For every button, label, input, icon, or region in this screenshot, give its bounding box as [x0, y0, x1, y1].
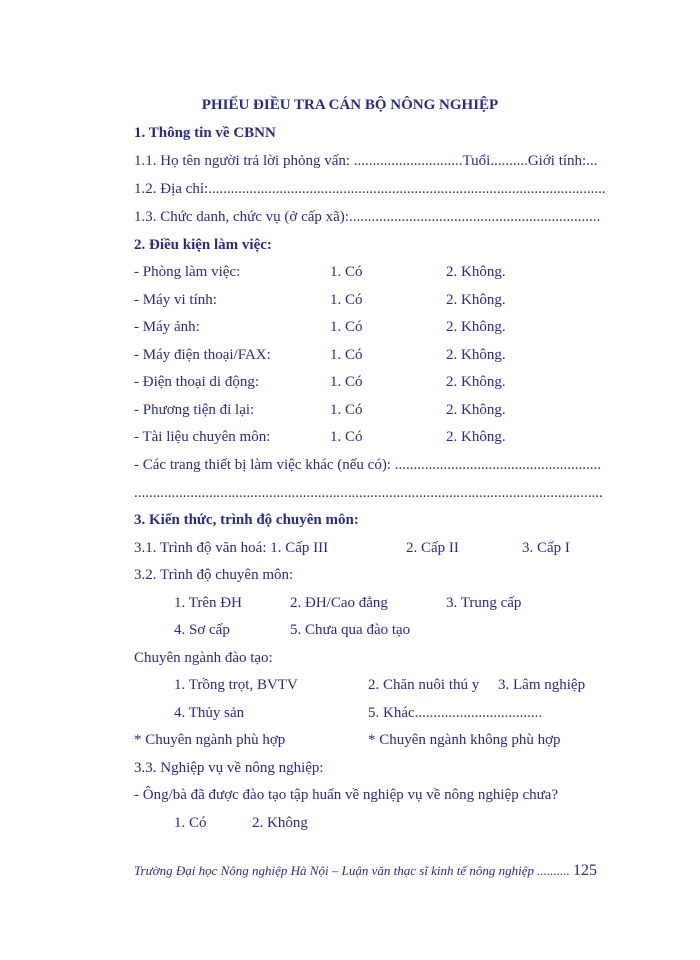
option-yes: 1. Có: [330, 402, 363, 418]
equipment-row: [134, 291, 506, 309]
equipment-row: [134, 263, 506, 281]
q3-2-label: 3.2. Trình độ chuyên môn:: [134, 567, 294, 583]
option-no: 2. Không.: [446, 402, 506, 418]
option-yes: 1. Có: [330, 347, 363, 363]
q1-3-position: 1.3. Chức danh, chức vụ (ở cấp xã):...................................................................: [134, 209, 601, 225]
other-equipment-continued: .............................................................................................................................: [134, 485, 603, 501]
footer-text: Trường Đại học Nông nghiệp Hà Nội – Luận văn thạc sĩ kinh tế nông nghiệp ..........: [134, 863, 570, 878]
section2-heading: 2. Điều kiện làm việc:: [134, 237, 272, 253]
option-yes: 1. Có: [330, 374, 363, 390]
page-number: 125: [573, 862, 598, 879]
specialty-nomatch: * Chuyên ngành không phù hợp: [368, 732, 561, 748]
specialty-match: * Chuyên ngành phù hợp: [134, 732, 286, 748]
qualification-option: 4. Sơ cấp: [174, 622, 230, 638]
equipment-row: [134, 318, 506, 336]
equipment-label: - Phương tiện đi lại:: [134, 402, 255, 418]
q3-3-question: - Ông/bà đã được đào tạo tập huấn về nghiệp vụ về nông nghiệp chưa?: [134, 787, 559, 803]
equipment-label: - Phòng làm việc:: [134, 264, 241, 280]
option-no: 2. Không.: [446, 319, 506, 335]
equipment-label: - Máy vi tính:: [134, 292, 217, 308]
option-yes: 1. Có: [330, 264, 363, 280]
qualification-option: 2. ĐH/Cao đẳng: [290, 595, 388, 611]
equipment-row: [134, 401, 506, 419]
q1-2-address: 1.2. Địa chỉ:..........................................................................................................: [134, 181, 606, 197]
option-yes: 1. Có: [330, 319, 363, 335]
qualification-option: 1. Trên ĐH: [174, 595, 242, 611]
qualification-option: 5. Chưa qua đào tạo: [290, 622, 411, 638]
equipment-label: - Tài liệu chuyên môn:: [134, 429, 271, 445]
option-no: 2. Không.: [446, 347, 506, 363]
equipment-row: [134, 346, 506, 364]
equipment-row: [134, 373, 506, 391]
q3-3-label: 3.3. Nghiệp vụ về nông nghiệp:: [134, 760, 324, 776]
section3-heading: 3. Kiến thức, trình độ chuyên môn:: [134, 512, 359, 528]
q3-1-education: [134, 539, 570, 557]
equipment-row: [134, 428, 506, 446]
page-footer: [134, 862, 597, 880]
option-no: 2. Không.: [446, 374, 506, 390]
specialty-option: 2. Chăn nuôi thú y: [368, 677, 480, 693]
option-yes: 1. Có: [330, 292, 363, 308]
q1-1-fullname: 1.1. Họ tên người trả lời phỏng vấn: .............................Tuổi..........Giới tính:...: [134, 153, 598, 169]
education-option: 3. Cấp I: [522, 540, 570, 556]
specialty-label: Chuyên ngành đào tạo:: [134, 650, 273, 666]
other-equipment: - Các trang thiết bị làm việc khác (nếu có): .......................................................: [134, 457, 601, 473]
option-no: 2. Không.: [446, 264, 506, 280]
specialty-option: 1. Trồng trọt, BVTV: [174, 677, 298, 693]
option-yes: 1. Có: [330, 429, 363, 445]
option-no: 2. Không.: [446, 292, 506, 308]
specialty-option: 5. Khác..................................: [368, 705, 543, 721]
equipment-label: - Máy điện thoại/FAX:: [134, 347, 271, 363]
option-no: 2. Không.: [446, 429, 506, 445]
page-title: PHIẾU ĐIỀU TRA CÁN BỘ NÔNG NGHIỆP: [201, 97, 499, 113]
equipment-label: - Điện thoại di động:: [134, 374, 259, 390]
specialty-option: 4. Thủy sản: [174, 705, 245, 721]
equipment-label: - Máy ảnh:: [134, 319, 200, 335]
option-yes: 1. Có: [174, 815, 207, 831]
specialty-option: 3. Lâm nghiệp: [498, 677, 586, 693]
education-option: 2. Cấp II: [406, 540, 459, 556]
option-no: 2. Không: [252, 815, 308, 831]
qualification-option: 3. Trung cấp: [446, 595, 522, 611]
section1-heading: 1. Thông tin về CBNN: [134, 125, 276, 141]
education-label: 3.1. Trình độ văn hoá: 1. Cấp III: [134, 540, 329, 556]
